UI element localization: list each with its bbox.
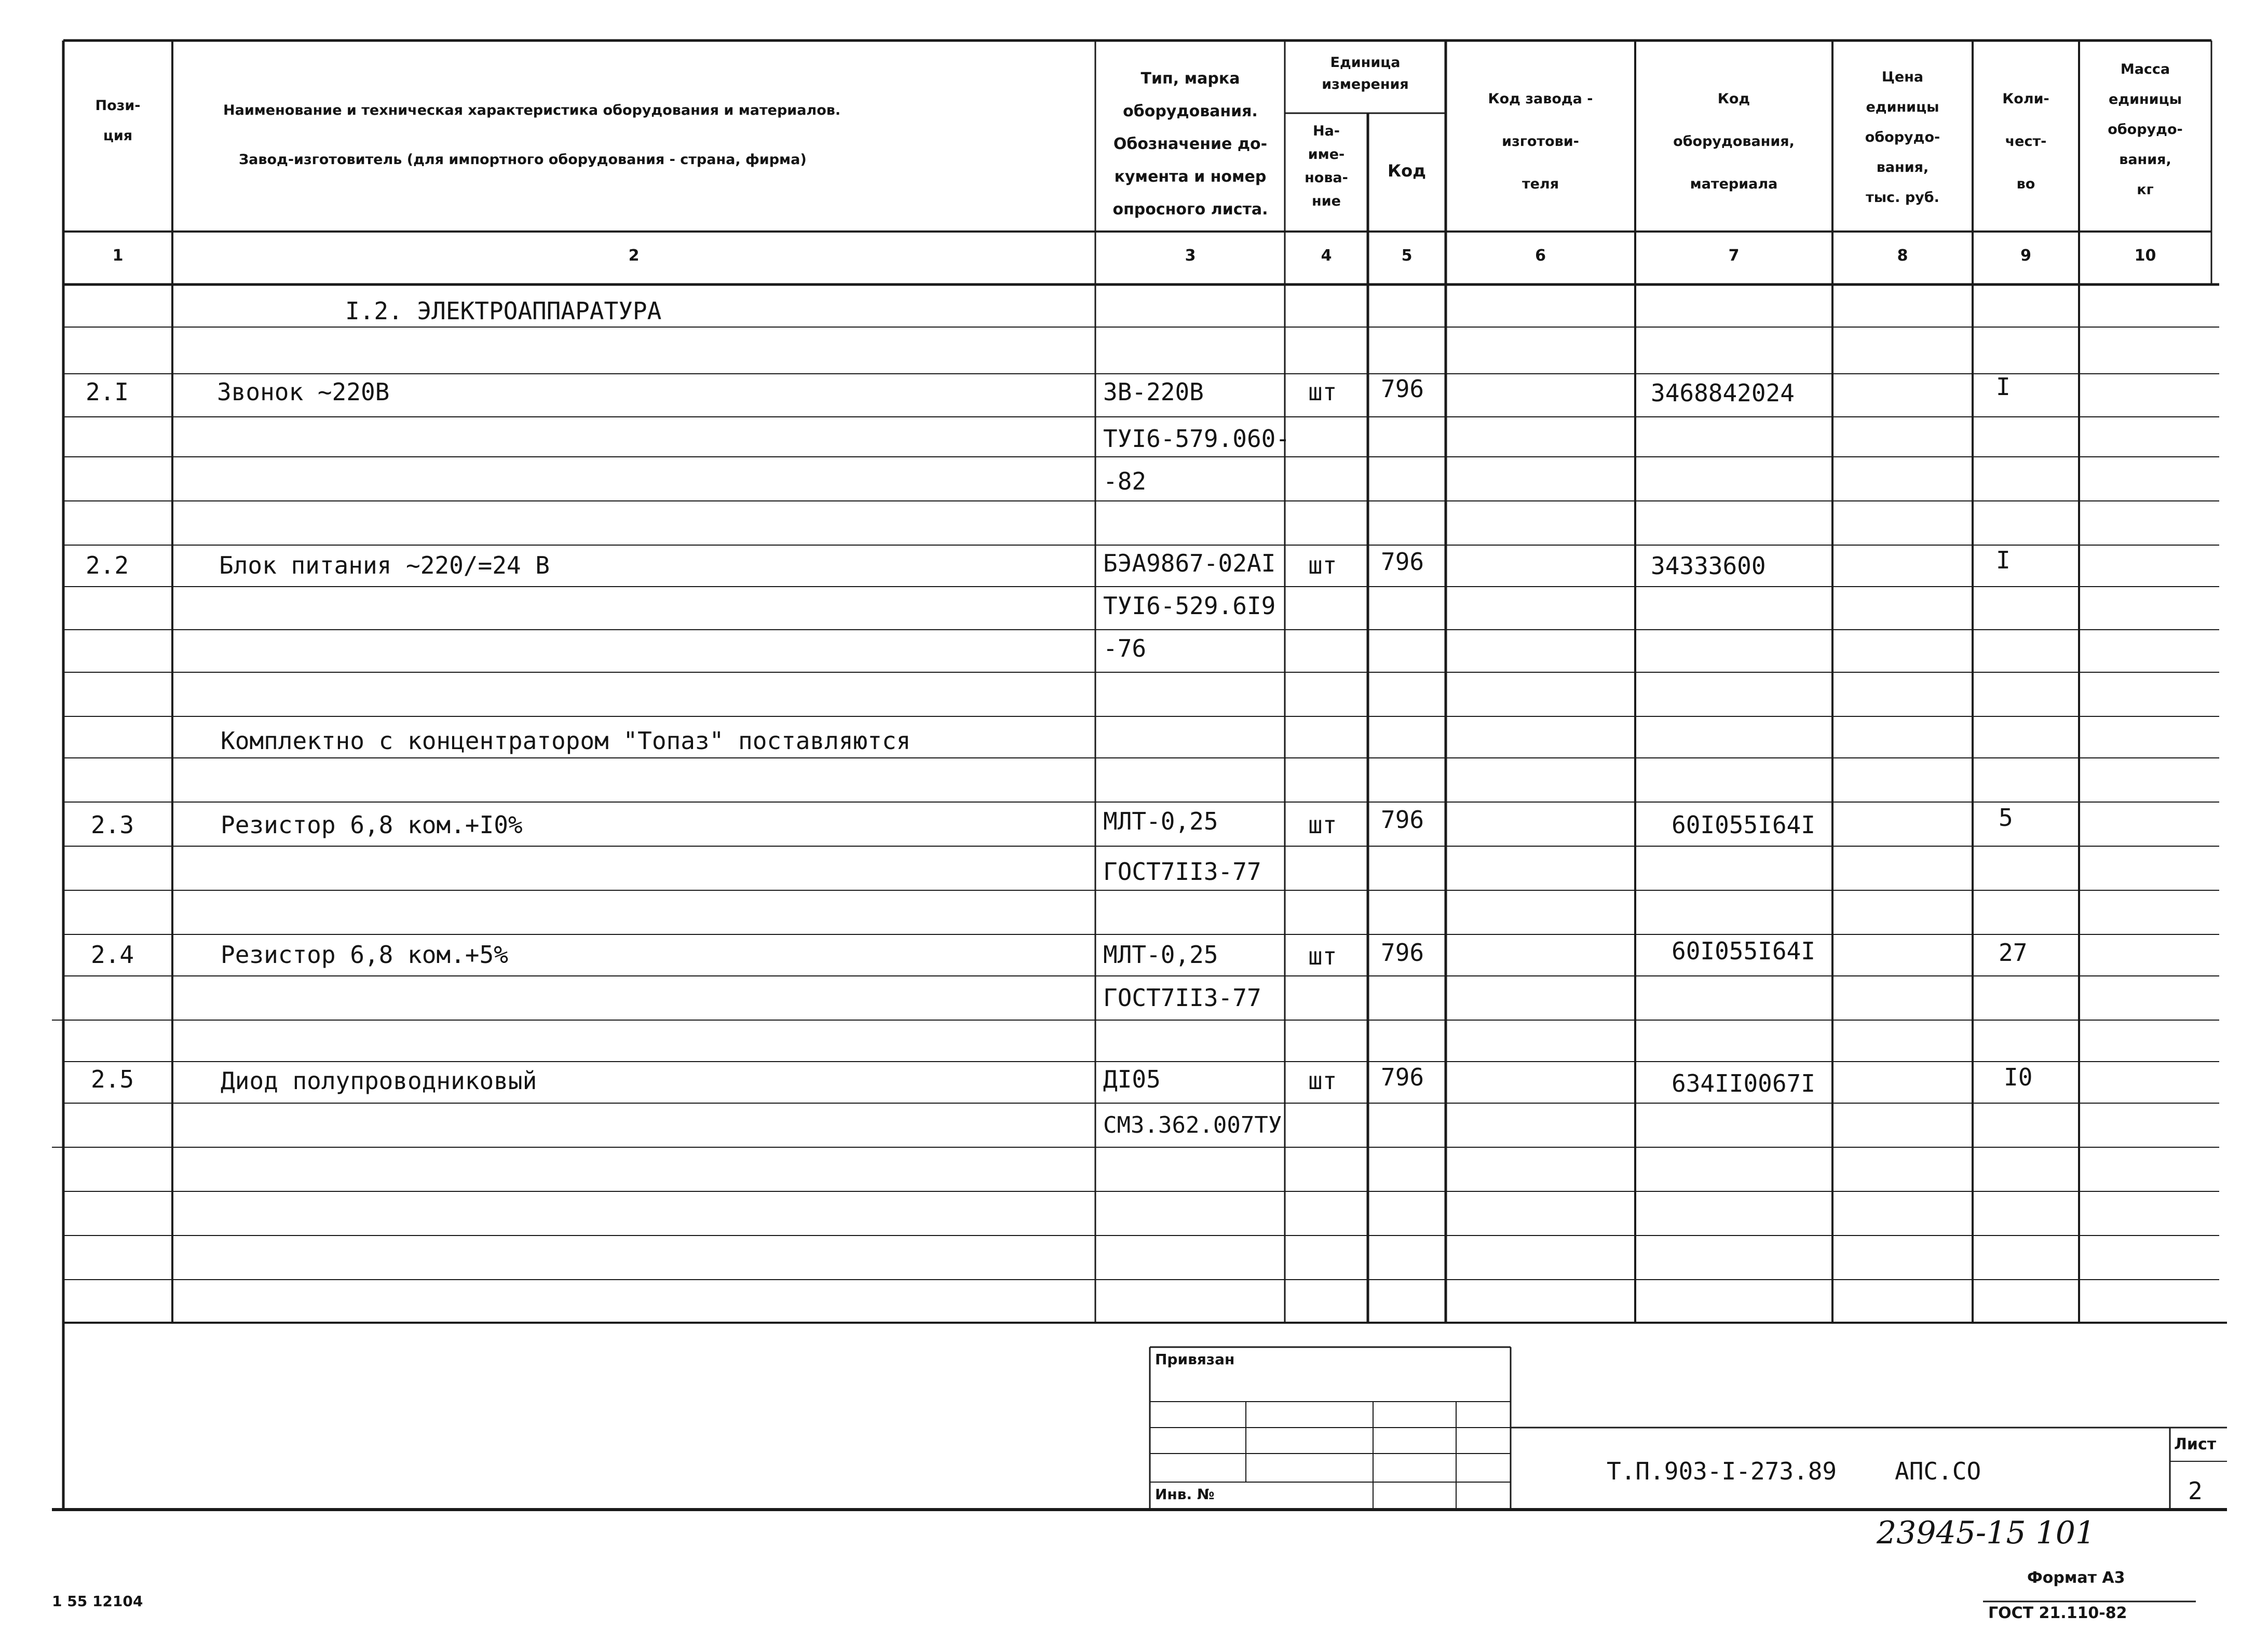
header-col10: Масса единицы оборудо- вания, кг xyxy=(2108,61,2183,198)
stamp-designation: Т.П.903-I-273.89 xyxy=(1607,1457,1837,1485)
row-unit-code: 796 xyxy=(1381,548,1424,576)
column-number: 3 xyxy=(1185,247,1196,265)
row-code: 634II0067I xyxy=(1672,1069,1815,1097)
stamp-doc-code: АПС.СО xyxy=(1895,1457,1981,1485)
row-type: ДI05 xyxy=(1103,1065,1161,1093)
row-type: -76 xyxy=(1103,634,1147,662)
header-col7: Код оборудования, материала xyxy=(1673,91,1795,192)
row-name: Блок питания ~220/=24 В xyxy=(219,551,550,579)
row-unit: шт xyxy=(1308,551,1337,579)
row-type: БЭА9867-02АI xyxy=(1103,549,1276,577)
row-unit-code: 796 xyxy=(1381,939,1424,967)
header-col1: Пози- ция xyxy=(95,98,141,144)
row-position: 2.4 xyxy=(91,941,134,969)
column-number: 1 xyxy=(112,247,124,265)
row-position: 2.I xyxy=(86,378,129,406)
header-col2: Наименование и техническая характеристика оборудования и материалов. Завод-изготовитель (для импортного оборудования - страна, фирма) xyxy=(223,102,841,168)
footer-format: Формат А3 xyxy=(2027,1569,2125,1587)
row-type: СМ3.362.007ТУ xyxy=(1103,1112,1282,1138)
row-type: МЛТ-0,25 xyxy=(1103,807,1218,835)
header-col6: Код завода - изготови- теля xyxy=(1488,91,1593,192)
stamp-sheet-label: Лист xyxy=(2174,1435,2217,1454)
column-number: 2 xyxy=(628,247,640,265)
header-col4: На- име- нова- ние xyxy=(1305,123,1348,209)
column-number: 10 xyxy=(2134,247,2156,265)
row-type: ТУI6-529.6I9 xyxy=(1103,592,1276,620)
row-type: ГОСТ7II3-77 xyxy=(1103,984,1261,1012)
row-unit: шт xyxy=(1308,942,1337,970)
column-number: 7 xyxy=(1728,247,1740,265)
row-type: ГОСТ7II3-77 xyxy=(1103,858,1261,886)
row-code: 3468842024 xyxy=(1651,379,1795,407)
note-text: Комплектно с концентратором "Топаз" поставляются xyxy=(221,727,911,755)
row-type: ТУI6-579.060- xyxy=(1103,425,1291,453)
column-number: 4 xyxy=(1321,247,1332,265)
row-position: 2.2 xyxy=(86,551,129,579)
row-name: Звонок ~220В xyxy=(217,378,390,406)
row-type: ЗВ-220В xyxy=(1103,378,1204,406)
section-title: I.2. ЭЛЕКТРОАППАРАТУРА xyxy=(345,297,662,325)
row-unit-code: 796 xyxy=(1381,1063,1424,1091)
header-col8: Цена единицы оборудо- вания, тыс. руб. xyxy=(1865,69,1940,206)
row-name: Резистор 6,8 ком.+I0% xyxy=(221,811,523,839)
row-unit: шт xyxy=(1308,378,1337,406)
footer-gost: ГОСТ 21.110-82 xyxy=(1988,1604,2127,1622)
column-number: 9 xyxy=(2020,247,2031,265)
handwritten-number: 23945-15 101 xyxy=(1877,1515,2096,1551)
row-unit-code: 796 xyxy=(1381,806,1424,834)
row-quantity: 27 xyxy=(1999,939,2028,967)
row-quantity: I0 xyxy=(2004,1063,2033,1091)
row-name: Резистор 6,8 ком.+5% xyxy=(221,941,508,969)
row-code: 60I055I64I xyxy=(1672,937,1815,965)
header-col9: Коли- чест- во xyxy=(2002,91,2049,192)
column-number: 6 xyxy=(1535,247,1546,265)
row-unit-code: 796 xyxy=(1381,375,1424,403)
row-quantity: 5 xyxy=(1999,804,2013,832)
header-col3: Тип, марка оборудования. Обозначение до- кумента и номер опросного листа. xyxy=(1112,70,1268,219)
row-type: МЛТ-0,25 xyxy=(1103,941,1218,969)
row-type: -82 xyxy=(1103,467,1147,495)
row-unit: шт xyxy=(1308,811,1337,839)
row-name: Диод полупроводниковый xyxy=(221,1067,537,1095)
footer-left-code: 1 55 12104 xyxy=(52,1593,143,1610)
row-quantity: I xyxy=(1996,373,2011,401)
header-col5: Код xyxy=(1388,161,1426,181)
row-quantity: I xyxy=(1996,546,2011,574)
column-number: 5 xyxy=(1401,247,1413,265)
stamp-sheet-number: 2 xyxy=(2188,1477,2203,1505)
stamp-privyazan: Привязан xyxy=(1155,1351,1235,1368)
row-code: 34333600 xyxy=(1651,552,1766,580)
row-position: 2.3 xyxy=(91,811,134,839)
column-number: 8 xyxy=(1897,247,1908,265)
row-position: 2.5 xyxy=(91,1065,134,1093)
row-unit: шт xyxy=(1308,1067,1337,1095)
header-unit-group: Единица измерения xyxy=(1322,55,1409,92)
row-code: 60I055I64I xyxy=(1672,811,1815,839)
stamp-inv-no: Инв. № xyxy=(1155,1486,1215,1503)
